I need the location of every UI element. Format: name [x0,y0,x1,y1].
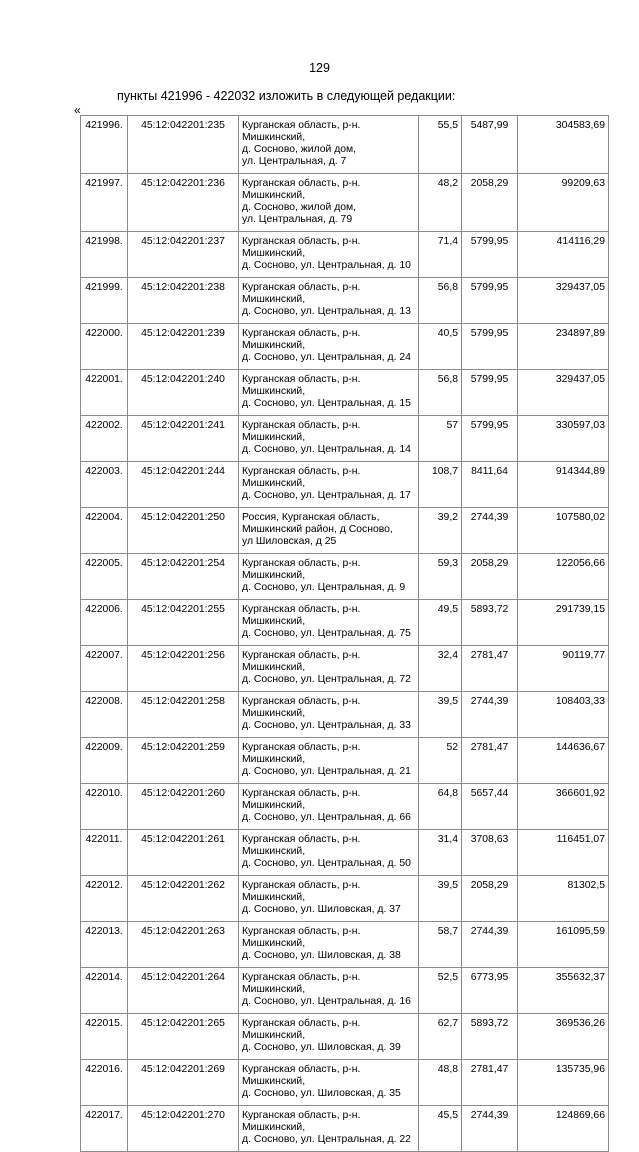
area-cell: 52 [419,738,462,784]
area-cell: 39,5 [419,876,462,922]
total-value-cell: 90119,77 [518,646,609,692]
cadastral-number-cell: 45:12:042201:240 [128,370,239,416]
row-number-cell: 422002. [81,416,128,462]
unit-price-cell: 5799,95 [462,416,518,462]
row-number-cell: 422000. [81,324,128,370]
unit-price-cell: 5799,95 [462,278,518,324]
address-cell: Курганская область, р-н. Мишкинский, д. Сосново, ул. Центральная, д. 66 [239,784,419,830]
unit-price-cell: 2058,29 [462,554,518,600]
table-row [81,416,609,462]
row-number-cell: 422017. [81,1106,128,1152]
address-cell: Курганская область, р-н. Мишкинский, д. Сосново, ул. Центральная, д. 72 [239,646,419,692]
row-number-cell: 421997. [81,174,128,232]
cadastral-number-cell: 45:12:042201:250 [128,508,239,554]
total-value-cell: 329437,05 [518,370,609,416]
row-number-cell: 422013. [81,922,128,968]
total-value-cell: 234897,89 [518,324,609,370]
records-table [80,115,609,1152]
total-value-cell: 329437,05 [518,278,609,324]
table-row [81,462,609,508]
address-cell: Курганская область, р-н. Мишкинский, д. Сосново, ул. Центральная, д. 22 [239,1106,419,1152]
cadastral-number-cell: 45:12:042201:261 [128,830,239,876]
area-cell: 108,7 [419,462,462,508]
address-cell: Курганская область, р-н. Мишкинский, д. Сосново, ул. Центральная, д. 17 [239,462,419,508]
row-number-cell: 422014. [81,968,128,1014]
unit-price-cell: 8411,64 [462,462,518,508]
table-row [81,830,609,876]
area-cell: 56,8 [419,278,462,324]
table-row [81,968,609,1014]
area-cell: 32,4 [419,646,462,692]
cadastral-number-cell: 45:12:042201:258 [128,692,239,738]
address-cell: Курганская область, р-н. Мишкинский, д. Сосново, ул. Шиловская, д. 35 [239,1060,419,1106]
cadastral-number-cell: 45:12:042201:270 [128,1106,239,1152]
row-number-cell: 422006. [81,600,128,646]
unit-price-cell: 2744,39 [462,1106,518,1152]
cadastral-number-cell: 45:12:042201:236 [128,174,239,232]
unit-price-cell: 5487,99 [462,116,518,174]
total-value-cell: 107580,02 [518,508,609,554]
area-cell: 71,4 [419,232,462,278]
address-cell: Курганская область, р-н. Мишкинский, д. Сосново, ул. Шиловская, д. 39 [239,1014,419,1060]
unit-price-cell: 3708,63 [462,830,518,876]
unit-price-cell: 6773,95 [462,968,518,1014]
row-number-cell: 422007. [81,646,128,692]
cadastral-number-cell: 45:12:042201:265 [128,1014,239,1060]
unit-price-cell: 2744,39 [462,508,518,554]
cadastral-number-cell: 45:12:042201:263 [128,922,239,968]
total-value-cell: 144636,67 [518,738,609,784]
cadastral-number-cell: 45:12:042201:241 [128,416,239,462]
address-cell: Курганская область, р-н. Мишкинский, д. Сосново, жилой дом, ул. Центральная, д. 79 [239,174,419,232]
unit-price-cell: 2781,47 [462,738,518,784]
total-value-cell: 99209,63 [518,174,609,232]
table-row [81,278,609,324]
unit-price-cell: 2058,29 [462,174,518,232]
area-cell: 48,8 [419,1060,462,1106]
row-number-cell: 421996. [81,116,128,174]
row-number-cell: 422001. [81,370,128,416]
address-cell: Курганская область, р-н. Мишкинский, д. Сосново, ул. Центральная, д. 16 [239,968,419,1014]
address-cell: Курганская область, р-н. Мишкинский, д. Сосново, ул. Центральная, д. 75 [239,600,419,646]
table-row [81,508,609,554]
intro-text: пункты 421996 - 422032 изложить в следующей редакции: [117,89,456,103]
table-row [81,1014,609,1060]
unit-price-cell: 2744,39 [462,692,518,738]
row-number-cell: 422005. [81,554,128,600]
address-cell: Курганская область, р-н. Мишкинский, д. Сосново, ул. Шиловская, д. 37 [239,876,419,922]
area-cell: 58,7 [419,922,462,968]
cadastral-number-cell: 45:12:042201:237 [128,232,239,278]
row-number-cell: 422015. [81,1014,128,1060]
cadastral-number-cell: 45:12:042201:256 [128,646,239,692]
cadastral-number-cell: 45:12:042201:269 [128,1060,239,1106]
address-cell: Курганская область, р-н. Мишкинский, д. Сосново, ул. Центральная, д. 13 [239,278,419,324]
records-table-body [81,116,609,1152]
area-cell: 55,5 [419,116,462,174]
address-cell: Курганская область, р-н. Мишкинский, д. Сосново, ул. Центральная, д. 21 [239,738,419,784]
table-row [81,600,609,646]
address-cell: Курганская область, р-н. Мишкинский, д. Сосново, ул. Центральная, д. 10 [239,232,419,278]
table-row [81,554,609,600]
unit-price-cell: 5799,95 [462,324,518,370]
total-value-cell: 414116,29 [518,232,609,278]
cadastral-number-cell: 45:12:042201:259 [128,738,239,784]
table-row [81,646,609,692]
area-cell: 39,5 [419,692,462,738]
area-cell: 31,4 [419,830,462,876]
area-cell: 39,2 [419,508,462,554]
address-cell: Россия, Курганская область, Мишкинский район, д Сосново, ул Шиловская, д 25 [239,508,419,554]
total-value-cell: 355632,37 [518,968,609,1014]
total-value-cell: 122056,66 [518,554,609,600]
cadastral-number-cell: 45:12:042201:262 [128,876,239,922]
address-cell: Курганская область, р-н. Мишкинский, д. Сосново, ул. Центральная, д. 33 [239,692,419,738]
table-row [81,174,609,232]
row-number-cell: 422016. [81,1060,128,1106]
cadastral-number-cell: 45:12:042201:254 [128,554,239,600]
row-number-cell: 422003. [81,462,128,508]
row-number-cell: 422008. [81,692,128,738]
opening-quote: « [74,103,81,117]
unit-price-cell: 2058,29 [462,876,518,922]
total-value-cell: 108403,33 [518,692,609,738]
area-cell: 56,8 [419,370,462,416]
unit-price-cell: 2781,47 [462,1060,518,1106]
address-cell: Курганская область, р-н. Мишкинский, д. Сосново, ул. Центральная, д. 15 [239,370,419,416]
cadastral-number-cell: 45:12:042201:260 [128,784,239,830]
area-cell: 49,5 [419,600,462,646]
address-cell: Курганская область, р-н. Мишкинский, д. Сосново, ул. Центральная, д. 14 [239,416,419,462]
table-row [81,738,609,784]
table-row [81,692,609,738]
unit-price-cell: 2781,47 [462,646,518,692]
row-number-cell: 421998. [81,232,128,278]
cadastral-number-cell: 45:12:042201:239 [128,324,239,370]
table-row [81,784,609,830]
table-row [81,1060,609,1106]
table-row [81,116,609,174]
row-number-cell: 422011. [81,830,128,876]
table-row [81,1106,609,1152]
total-value-cell: 135735,96 [518,1060,609,1106]
address-cell: Курганская область, р-н. Мишкинский, д. Сосново, ул. Центральная, д. 50 [239,830,419,876]
area-cell: 59,3 [419,554,462,600]
cadastral-number-cell: 45:12:042201:264 [128,968,239,1014]
area-cell: 57 [419,416,462,462]
unit-price-cell: 5799,95 [462,232,518,278]
cadastral-number-cell: 45:12:042201:235 [128,116,239,174]
area-cell: 40,5 [419,324,462,370]
table-row [81,370,609,416]
total-value-cell: 116451,07 [518,830,609,876]
total-value-cell: 366601,92 [518,784,609,830]
row-number-cell: 422004. [81,508,128,554]
total-value-cell: 124869,66 [518,1106,609,1152]
table-row [81,232,609,278]
page-number: 129 [309,61,330,75]
address-cell: Курганская область, р-н. Мишкинский, д. Сосново, жилой дом, ул. Центральная, д. 7 [239,116,419,174]
area-cell: 64,8 [419,784,462,830]
address-cell: Курганская область, р-н. Мишкинский, д. Сосново, ул. Центральная, д. 24 [239,324,419,370]
cadastral-number-cell: 45:12:042201:238 [128,278,239,324]
total-value-cell: 330597,03 [518,416,609,462]
address-cell: Курганская область, р-н. Мишкинский, д. Сосново, ул. Шиловская, д. 38 [239,922,419,968]
unit-price-cell: 5893,72 [462,600,518,646]
unit-price-cell: 5893,72 [462,1014,518,1060]
unit-price-cell: 5657,44 [462,784,518,830]
total-value-cell: 369536,26 [518,1014,609,1060]
total-value-cell: 81302,5 [518,876,609,922]
table-row [81,876,609,922]
total-value-cell: 161095,59 [518,922,609,968]
address-cell: Курганская область, р-н. Мишкинский, д. Сосново, ул. Центральная, д. 9 [239,554,419,600]
table-row [81,922,609,968]
cadastral-number-cell: 45:12:042201:255 [128,600,239,646]
area-cell: 62,7 [419,1014,462,1060]
row-number-cell: 421999. [81,278,128,324]
cadastral-number-cell: 45:12:042201:244 [128,462,239,508]
total-value-cell: 914344,89 [518,462,609,508]
total-value-cell: 304583,69 [518,116,609,174]
area-cell: 48,2 [419,174,462,232]
unit-price-cell: 5799,95 [462,370,518,416]
area-cell: 52,5 [419,968,462,1014]
table-row [81,324,609,370]
row-number-cell: 422009. [81,738,128,784]
unit-price-cell: 2744,39 [462,922,518,968]
row-number-cell: 422012. [81,876,128,922]
total-value-cell: 291739,15 [518,600,609,646]
area-cell: 45,5 [419,1106,462,1152]
row-number-cell: 422010. [81,784,128,830]
